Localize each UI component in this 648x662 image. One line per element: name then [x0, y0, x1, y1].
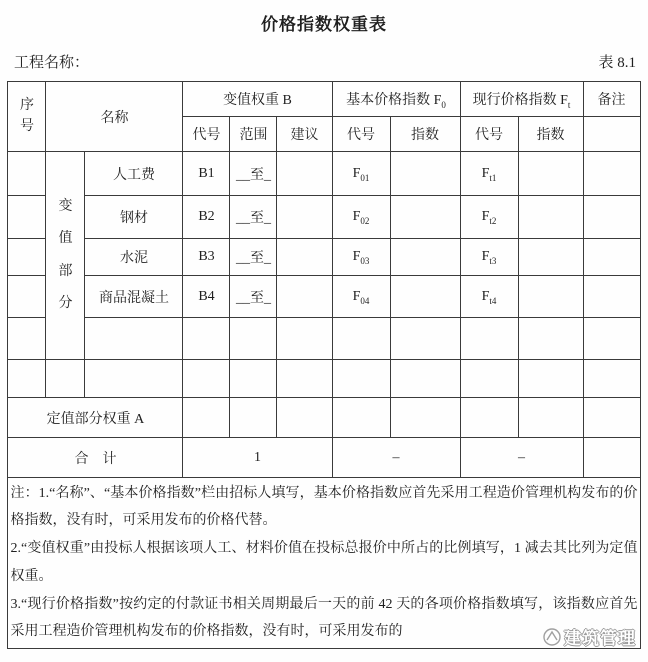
- item-name-cell: 人工费: [85, 152, 183, 196]
- remark-cell: [583, 398, 640, 438]
- table-row: [8, 196, 640, 239]
- base-index-code-cell: [332, 360, 390, 398]
- total-weight-cell: 1: [183, 438, 332, 478]
- note-3: 3.“现行价格指数”按约定的付款证书相关周期最后一天的前 42 天的各项价格指数填写，该指数应首先采用工程造价管理机构发布的价格指数，没有时，可采用发布的: [10, 596, 638, 640]
- seq-cell: [8, 152, 46, 196]
- seq-cell: [8, 318, 46, 360]
- project-name-label: 工程名称：: [14, 55, 90, 71]
- header-range: 范围: [230, 117, 277, 152]
- variable-part-empty-cell: [46, 360, 85, 398]
- current-index-value-cell: [518, 360, 583, 398]
- header-name: 名称: [46, 82, 183, 152]
- seq-cell: [8, 196, 46, 239]
- weight-code-cell: [183, 318, 230, 360]
- current-index-code-cell: [460, 318, 518, 360]
- weight-range-cell: __至_: [230, 196, 277, 239]
- fixed-weight-row: [8, 398, 640, 438]
- seq-cell: [8, 360, 46, 398]
- current-index-code-cell: $F_{t1}$: [460, 152, 518, 196]
- note-1: 注：1.“名称”、“基本价格指数”栏由招标人填写，基本价格指数应首先采用工程造价管理机构发布的价格指数，没有时，可采用发布的价格代替。: [10, 485, 638, 528]
- current-index-value-cell: [518, 196, 583, 239]
- total-row: [8, 438, 640, 478]
- weight-code-cell: [183, 360, 230, 398]
- total-label: 合 计: [8, 438, 183, 478]
- weight-suggest-cell: [277, 398, 332, 438]
- weight-suggest-cell: [277, 360, 332, 398]
- current-index-value-cell: [518, 239, 583, 276]
- price-index-weight-table: [7, 81, 640, 649]
- weight-suggest-cell: [277, 276, 332, 318]
- seq-cell: [8, 239, 46, 276]
- weight-range-cell: [230, 360, 277, 398]
- header-code-2: 代号: [332, 117, 390, 152]
- weight-code-cell: B1: [183, 152, 230, 196]
- remark-cell: [583, 239, 640, 276]
- current-index-code-cell: [460, 360, 518, 398]
- item-name-cell: 商品混凝土: [85, 276, 183, 318]
- header-seq: 序 号: [8, 82, 46, 152]
- base-index-value-cell: [390, 152, 460, 196]
- weight-suggest-cell: [277, 318, 332, 360]
- total-current-index-cell: –: [460, 438, 583, 478]
- base-index-value-cell: [390, 196, 460, 239]
- weight-suggest-cell: [277, 196, 332, 239]
- header-code-1: 代号: [183, 117, 230, 152]
- table-row: [8, 276, 640, 318]
- remark-cell: [583, 276, 640, 318]
- weight-code-cell: B3: [183, 239, 230, 276]
- base-index-code-cell: $F_{01}$: [332, 152, 390, 196]
- current-index-value-cell: [518, 318, 583, 360]
- header-suggest: 建议: [277, 117, 332, 152]
- current-index-value-cell: [518, 276, 583, 318]
- current-index-code-cell: $F_{t2}$: [460, 196, 518, 239]
- base-index-code-cell: $F_{04}$: [332, 276, 390, 318]
- header-code-3: 代号: [460, 117, 518, 152]
- base-index-value-cell: [390, 276, 460, 318]
- base-index-code-cell: [332, 318, 390, 360]
- header-index-1: 指数: [390, 117, 460, 152]
- total-remark-cell: [583, 438, 640, 478]
- weight-code-cell: B2: [183, 196, 230, 239]
- current-index-value-cell: [518, 152, 583, 196]
- item-name-cell: 钢材: [85, 196, 183, 239]
- table-row: [8, 360, 640, 398]
- item-name-cell: [85, 360, 183, 398]
- table-row: [8, 239, 640, 276]
- table-row: [8, 318, 640, 360]
- item-name-cell: [85, 318, 183, 360]
- current-index-value-cell: [518, 398, 583, 438]
- base-index-value-cell: [390, 398, 460, 438]
- weight-suggest-cell: [277, 152, 332, 196]
- header-remark: 备注: [583, 82, 640, 117]
- table-row: [8, 152, 640, 196]
- base-index-value-cell: [390, 318, 460, 360]
- page-title: 价格指数权重表: [261, 15, 387, 34]
- header-remark-sub: [583, 117, 640, 152]
- base-index-code-cell: $F_{03}$: [332, 239, 390, 276]
- item-name-cell: 水泥: [85, 239, 183, 276]
- header-current-index-group: 现行价格指数 $F_t$: [460, 82, 583, 117]
- base-index-code-cell: $F_{02}$: [332, 196, 390, 239]
- base-index-code-cell: [332, 398, 390, 438]
- header-base-index-group: 基本价格指数 $F_0$: [332, 82, 460, 117]
- weight-suggest-cell: [277, 239, 332, 276]
- current-index-code-cell: $F_{t3}$: [460, 239, 518, 276]
- current-index-code-cell: $F_{t4}$: [460, 276, 518, 318]
- weight-range-cell: [230, 398, 277, 438]
- weight-range-cell: __至_: [230, 276, 277, 318]
- weight-code-cell: [183, 398, 230, 438]
- current-index-code-cell: [460, 398, 518, 438]
- note-2: 2.“变值权重”由投标人根据该项人工、材料价值在投标总报价中所占的比例填写，1 减去其比列为定值权重。: [10, 541, 638, 584]
- variable-part-label: 变 值 部 分: [46, 152, 85, 360]
- weight-range-cell: [230, 318, 277, 360]
- header-weight-group: 变值权重 B: [183, 82, 332, 117]
- base-index-value-cell: [390, 360, 460, 398]
- remark-cell: [583, 318, 640, 360]
- header-index-2: 指数: [518, 117, 583, 152]
- weight-range-cell: __至_: [230, 152, 277, 196]
- table-number: 表 8.1: [598, 55, 636, 71]
- watermark-label: 建筑管理: [564, 629, 636, 648]
- base-index-value-cell: [390, 239, 460, 276]
- fixed-weight-label: 定值部分权重 A: [8, 398, 183, 438]
- weight-range-cell: __至_: [230, 239, 277, 276]
- weight-code-cell: B4: [183, 276, 230, 318]
- total-base-index-cell: –: [332, 438, 460, 478]
- remark-cell: [583, 360, 640, 398]
- subheader: [0, 51, 648, 72]
- remark-cell: [583, 196, 640, 239]
- remark-cell: [583, 152, 640, 196]
- seq-cell: [8, 276, 46, 318]
- notes-row: [8, 478, 640, 649]
- notes-section: [8, 478, 640, 649]
